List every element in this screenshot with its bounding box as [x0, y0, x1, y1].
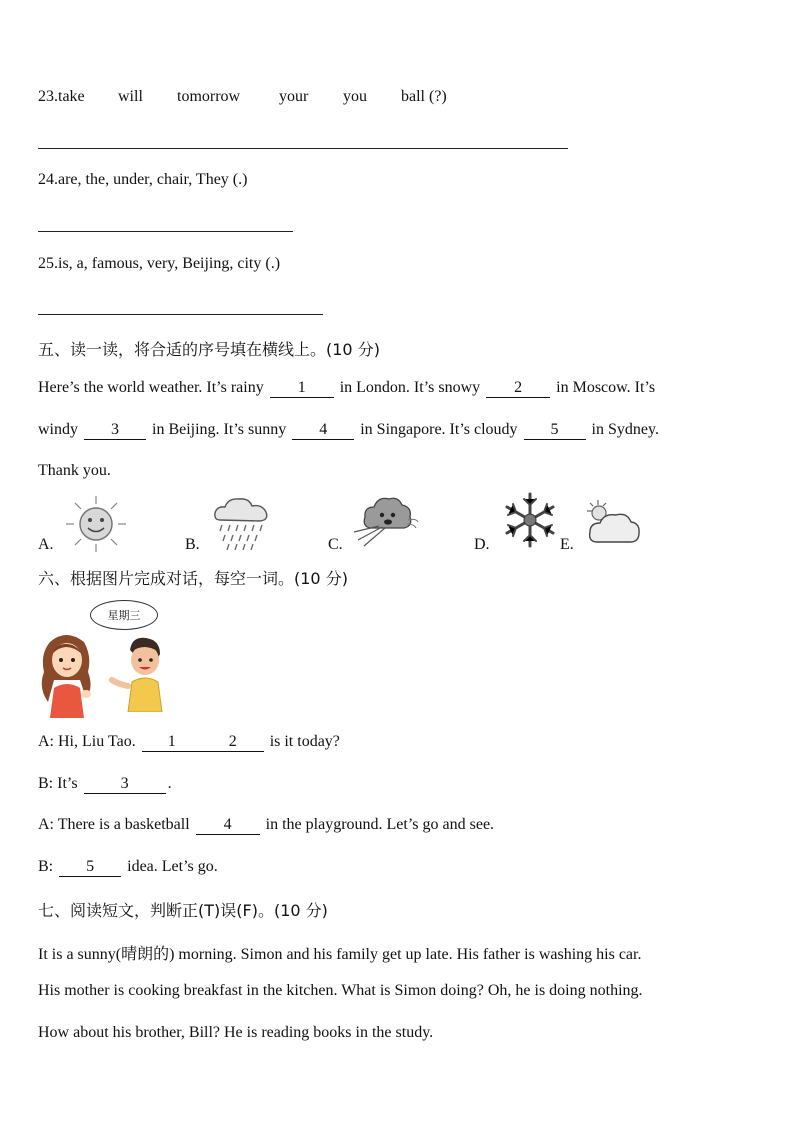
question-23: [38, 88, 447, 106]
word: you: [343, 88, 367, 105]
dialogue-line-2: B: It’s 3 .: [38, 775, 172, 792]
dialogue-line-4: B: 5 idea. Let’s go.: [38, 858, 218, 875]
cloudy-sun-icon: [584, 498, 642, 550]
snowflake-icon: [500, 490, 560, 550]
section-5-heading: 五、读一读，将合适的序号填在横线上。(10 分): [38, 340, 380, 359]
blank-3[interactable]: 3: [84, 422, 146, 440]
option-c-label: C.: [328, 536, 343, 553]
blank-4[interactable]: 4: [292, 422, 354, 440]
blank-1[interactable]: 1: [270, 380, 334, 398]
answer-line-25[interactable]: [38, 314, 323, 315]
weather-paragraph-line-3: Thank you.: [38, 462, 111, 479]
word: ball: [401, 88, 425, 105]
reading-paragraph-line-3: How about his brother, Bill? He is reading books in the study.: [38, 1024, 434, 1041]
option-a-label: A.: [38, 536, 54, 553]
word: take: [58, 88, 85, 105]
answer-line-24[interactable]: [38, 231, 293, 232]
sun-icon: [64, 494, 128, 554]
speech-bubble: 星期三: [90, 600, 158, 630]
answer-line-23[interactable]: [38, 148, 568, 149]
question-number: 23.: [38, 88, 58, 105]
dialogue-blank-4[interactable]: 4: [196, 817, 260, 835]
dialogue-blank-2[interactable]: 2: [202, 734, 264, 752]
rain-cloud-icon: [210, 494, 272, 552]
dialogue-line-3: A: There is a basketball 4 in the playground. Let’s go and see.: [38, 816, 495, 833]
reading-paragraph-line-1: It is a sunny(晴朗的) morning. Simon and his family get up late. His father is washing his car.: [38, 946, 642, 963]
girl-illustration: [36, 632, 98, 718]
wind-cloud-icon: [352, 490, 422, 550]
punctuation: (?): [429, 88, 447, 105]
word: will: [118, 88, 143, 105]
boy-illustration: [108, 634, 172, 712]
option-b-label: B.: [185, 536, 200, 553]
dialogue-blank-3[interactable]: 3: [84, 776, 166, 794]
option-d-label: D.: [474, 536, 490, 553]
dialogue-blank-5[interactable]: 5: [59, 859, 121, 877]
weather-paragraph-line-2: windy 3 in Beijing. It’s sunny 4 in Singapore. It’s cloudy 5 in Sydney.: [38, 421, 659, 438]
weather-paragraph-line-1: Here’s the world weather. It’s rainy 1 in London. It’s snowy 2 in Moscow. It’s: [38, 379, 656, 396]
blank-5[interactable]: 5: [524, 422, 586, 440]
question-25: 25.is, a, famous, very, Beijing, city (.): [38, 255, 281, 272]
dialogue-blank-1[interactable]: 1: [142, 734, 202, 752]
question-24: 24.are, the, under, chair, They (.): [38, 171, 248, 188]
reading-paragraph-line-2: His mother is cooking breakfast in the kitchen. What is Simon doing? Oh, he is doing nothing.: [38, 982, 643, 999]
word: your: [279, 88, 309, 105]
word: tomorrow: [177, 88, 241, 105]
blank-2[interactable]: 2: [486, 380, 550, 398]
section-7-heading: 七、阅读短文，判断正(T)误(F)。(10 分): [38, 901, 328, 920]
dialogue-line-1: A: Hi, Liu Tao. 1 2 is it today?: [38, 733, 340, 750]
section-6-heading: 六、根据图片完成对话，每空一词。(10 分): [38, 569, 348, 588]
option-e-label: E.: [560, 536, 574, 553]
